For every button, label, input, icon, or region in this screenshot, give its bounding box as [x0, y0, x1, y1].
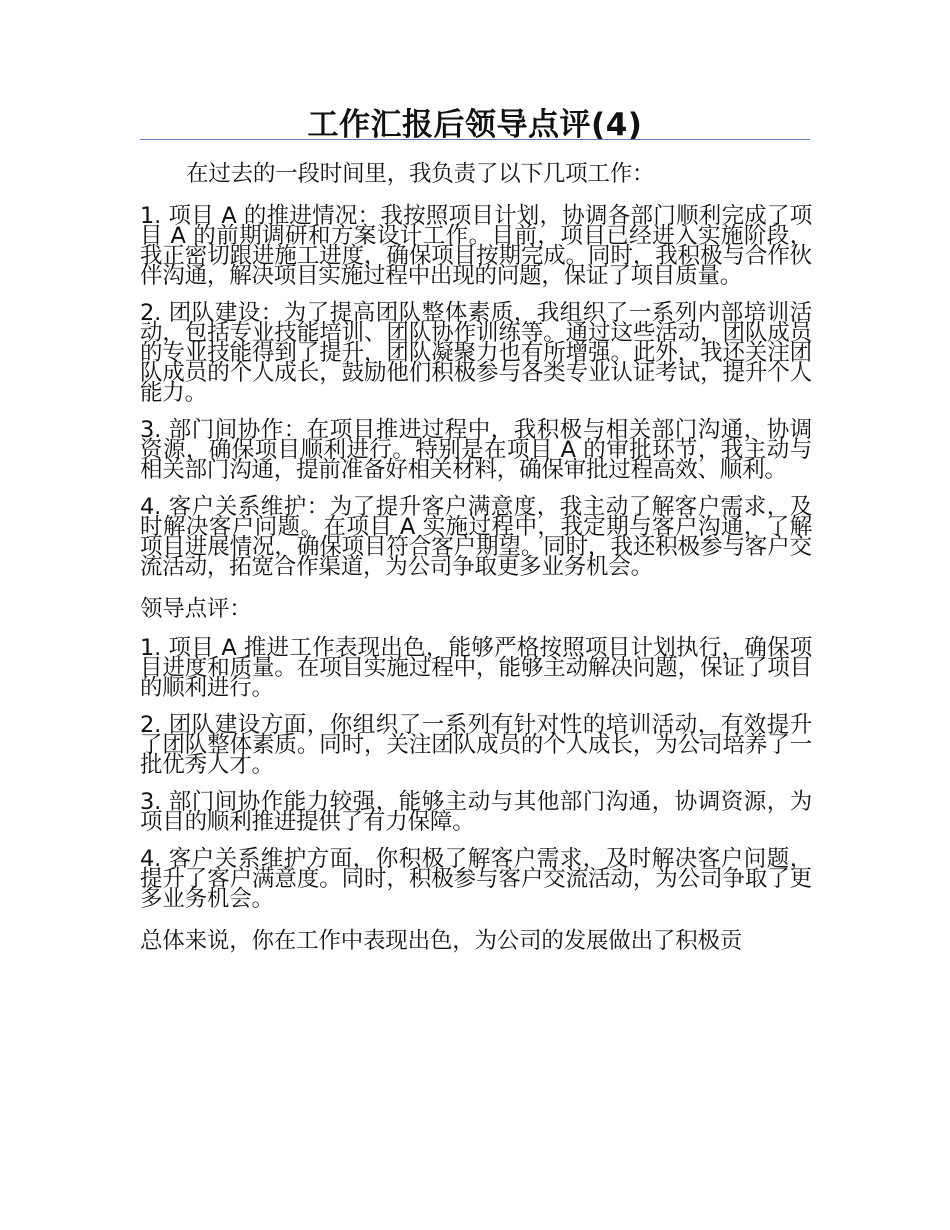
comment-item-4: 4. 客户关系维护方面，你积极了解客户需求，及时解决客户问题，提升了客户满意度。同时，积极参与客户交流活动，为公司争取了更多业务机会。 [140, 846, 812, 912]
work-item-2: 2. 团队建设：为了提高团队整体素质，我组织了一系列内部培训活动，包括专业技能培训、团队协作训练等。通过这些活动，团队成员的专业技能得到了提升，团队凝聚力也有所增强。此外，我还关注团队成员的个人成长，鼓励他们积极参与各类专业认证考试，提升个人能力。 [140, 300, 812, 406]
intro-paragraph: 在过去的一段时间里，我负责了以下几项工作： [186, 161, 655, 187]
document-body [140, 157, 812, 956]
work-item-4: 4. 客户关系维护：为了提升客户满意度，我主动了解客户需求，及时解决客户问题。在项目 A 实施过程中，我定期与客户沟通，了解项目进展情况，确保项目符合客户期望。同时，我还积极参与客户交流活动，拓宽合作渠道，为公司争取更多业务机会。 [140, 494, 812, 580]
comment-item-2: 2. 团队建设方面，你组织了一系列有针对性的培训活动，有效提升了团队整体素质。同时，关注团队成员的个人成长，为公司培养了一批优秀人才。 [140, 712, 812, 778]
title-underline [140, 139, 810, 140]
summary-paragraph: 总体来说，你在工作中表现出色，为公司的发展做出了积极贡 [140, 928, 743, 954]
document-title: 工作汇报后领导点评(4) [307, 107, 643, 143]
comment-item-3: 3. 部门间协作能力较强，能够主动与其他部门沟通，协调资源，为项目的顺利推进提供了有力保障。 [140, 789, 812, 835]
comment-label: 领导点评： [140, 596, 252, 622]
work-item-3: 3. 部门间协作：在项目推进过程中，我积极与相关部门沟通，协调资源，确保项目顺利进行。特别是在项目 A 的审批环节，我主动与相关部门沟通，提前准备好相关材料，确保审批过程高效、顺利。 [140, 417, 812, 483]
work-item-1: 1. 项目 A 的推进情况：我按照项目计划，协调各部门顺利完成了项目 A 的前期调研和方案设计工作。目前，项目已经进入实施阶段，我正密切跟进施工进度，确保项目按期完成。同时，我积极与合作伙伴沟通，解决项目实施过程中出现的问题，保证了项目质量。 [140, 203, 812, 289]
comment-item-1: 1. 项目 A 推进工作表现出色，能够严格按照项目计划执行，确保项目进度和质量。在项目实施过程中，能够主动解决问题，保证了项目的顺利进行。 [140, 635, 812, 701]
